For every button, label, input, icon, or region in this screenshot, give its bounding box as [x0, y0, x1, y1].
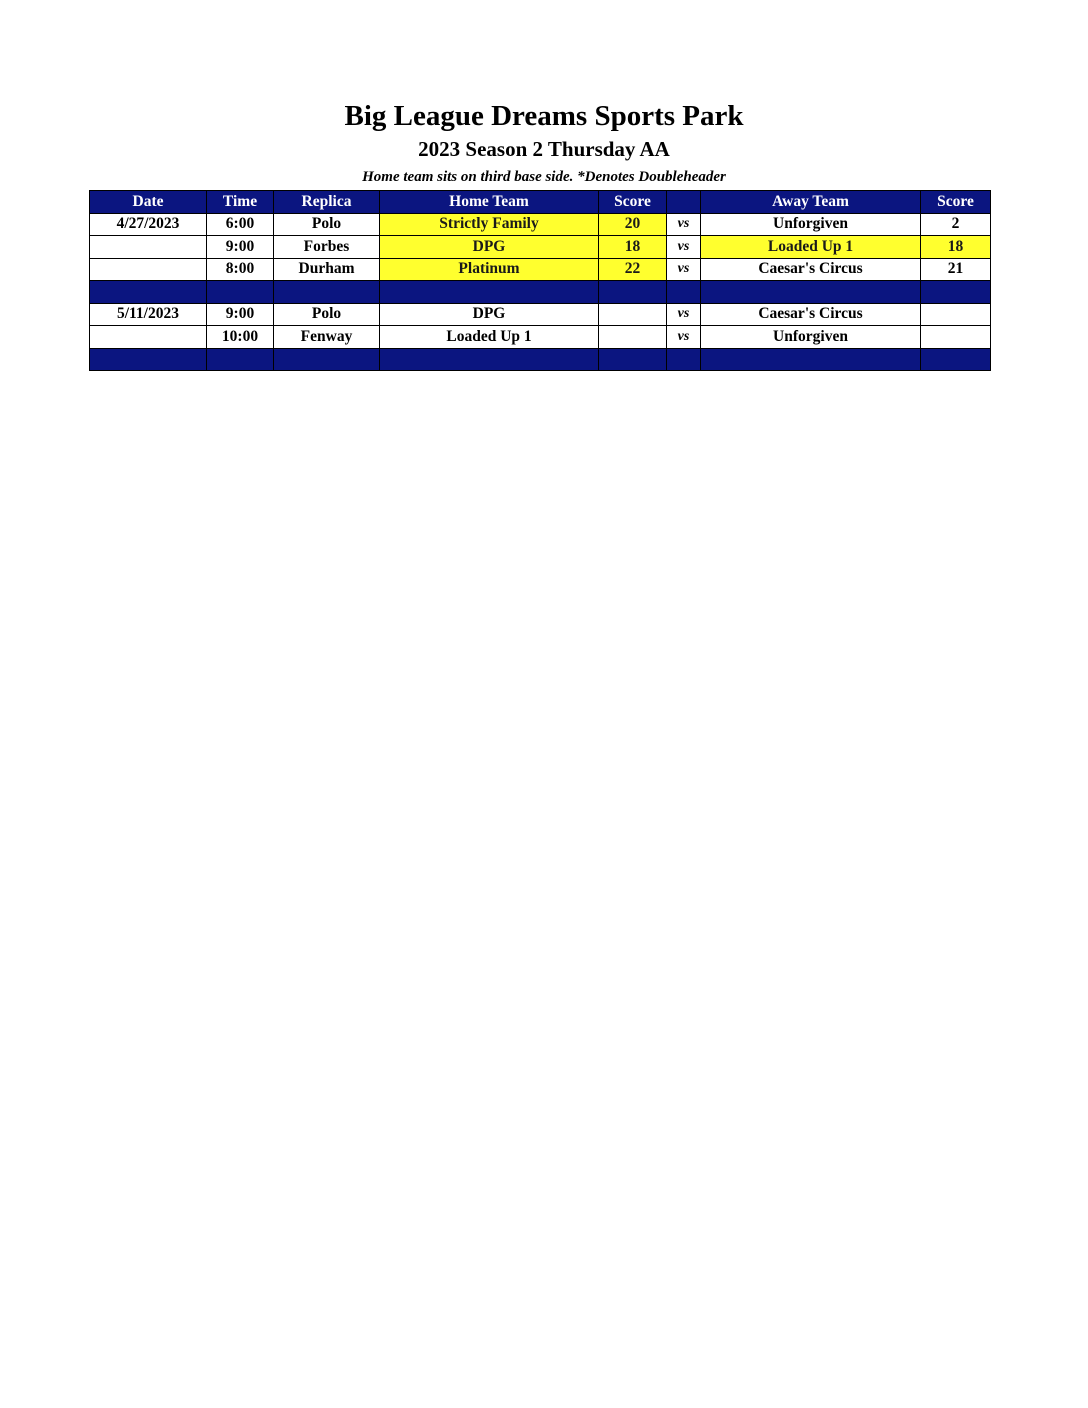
cell-away-team: Loaded Up 1	[701, 236, 921, 259]
column-header-away-team: Away Team	[701, 191, 921, 214]
column-header-home-team: Home Team	[380, 191, 599, 214]
cell-vs: vs	[667, 303, 701, 326]
table-row	[90, 258, 991, 281]
cell-home-score	[599, 303, 667, 326]
cell-home-score: 18	[599, 236, 667, 259]
cell-home-score	[599, 326, 667, 349]
cell-date: 5/11/2023	[90, 303, 207, 326]
table-row	[90, 303, 991, 326]
separator-row	[90, 281, 991, 304]
cell-time: 9:00	[207, 236, 274, 259]
column-header-replica: Replica	[274, 191, 380, 214]
page-subtitle: 2023 Season 2 Thursday AA	[418, 137, 670, 161]
cell-home-team: DPG	[380, 303, 599, 326]
cell-home-score: 20	[599, 213, 667, 236]
cell-time: 10:00	[207, 326, 274, 349]
cell-replica: Durham	[274, 258, 380, 281]
separator-row	[90, 348, 991, 371]
cell-time: 6:00	[207, 213, 274, 236]
cell-away-score	[921, 303, 991, 326]
column-header-time: Time	[207, 191, 274, 214]
cell-home-team: Strictly Family	[380, 213, 599, 236]
table-row	[90, 236, 991, 259]
cell-vs: vs	[667, 258, 701, 281]
cell-time: 9:00	[207, 303, 274, 326]
cell-vs: vs	[667, 213, 701, 236]
cell-away-score: 2	[921, 213, 991, 236]
cell-away-score: 21	[921, 258, 991, 281]
cell-away-team: Caesar's Circus	[701, 303, 921, 326]
cell-date	[90, 258, 207, 281]
cell-vs: vs	[667, 236, 701, 259]
table-header-row	[90, 191, 991, 214]
cell-replica: Forbes	[274, 236, 380, 259]
cell-away-team: Unforgiven	[701, 213, 921, 236]
column-header-home-score: Score	[599, 191, 667, 214]
column-header-away-score: Score	[921, 191, 991, 214]
cell-replica: Polo	[274, 213, 380, 236]
cell-date	[90, 236, 207, 259]
table-row	[90, 213, 991, 236]
cell-home-team: DPG	[380, 236, 599, 259]
cell-replica: Polo	[274, 303, 380, 326]
schedule-note: Home team sits on third base side. *Denotes Doubleheader	[362, 169, 726, 185]
cell-away-score: 18	[921, 236, 991, 259]
cell-replica: Fenway	[274, 326, 380, 349]
cell-date	[90, 326, 207, 349]
cell-time: 8:00	[207, 258, 274, 281]
cell-away-score	[921, 326, 991, 349]
cell-away-team: Unforgiven	[701, 326, 921, 349]
cell-vs: vs	[667, 326, 701, 349]
cell-home-team: Platinum	[380, 258, 599, 281]
schedule-table	[89, 190, 991, 371]
cell-date: 4/27/2023	[90, 213, 207, 236]
column-header-date: Date	[90, 191, 207, 214]
cell-away-team: Caesar's Circus	[701, 258, 921, 281]
page-title: Big League Dreams Sports Park	[344, 100, 744, 132]
table-row	[90, 326, 991, 349]
column-header-vs	[667, 191, 701, 214]
cell-home-team: Loaded Up 1	[380, 326, 599, 349]
cell-home-score: 22	[599, 258, 667, 281]
